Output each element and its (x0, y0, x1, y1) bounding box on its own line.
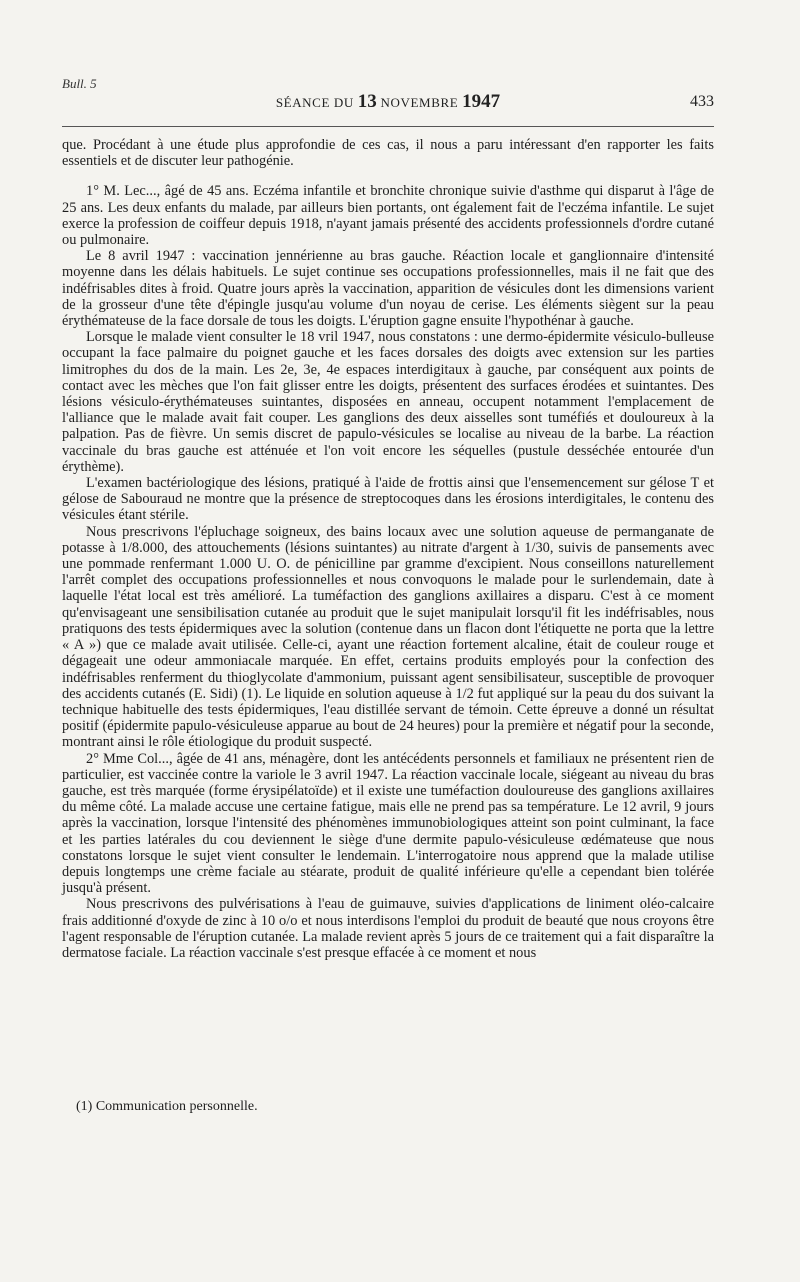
paragraph-treatment-2: Nous prescrivons des pulvérisations à l'eau de guimauve, suivies d'applications de liniment oléo-calcaire frais additionné d'oxyde de zinc à 10 o/o et nous interdisons l'emploi du produit de beauté que nous croyons être l'agent responsable de l'éruption cutanée. La malade revient après 5 jours de ce traitement qui a fait disparaître la dermatose faciale. La réaction vaccinale s'est presque effacée à ce moment et nous (62, 896, 714, 961)
paragraph-consultation: Lorsque le malade vient consulter le 18 vril 1947, nous constatons : une dermo-épidermite vésiculo-bulleuse occupant la face palmaire du poignet gauche et les faces dorsales des doigts avec extension sur les parties limitrophes du dos de la main. Les 2e, 3e, 4e espaces interdigitaux à gauche, par conséquent aux points de contact avec les mèches que l'on fait glisser entre les doigts, présentent des surfaces érodées et suintantes. Des lésions vésiculo-érythémateuses suintantes, disposées en anneau, occupent notamment l'emplacement de l'alliance que le malade avait fait couper. Les ganglions des deux aisselles sont tuméfiés et douloureux à la palpation. Pas de fièvre. Un semis discret de papulo-vésicules se localise au niveau de la barbe. La réaction vaccinale du bras gauche est atténuée et l'on voit encore les séquelles (pustule desséchée entourée d'un érythème). (62, 329, 714, 475)
paragraph-continuation: que. Procédant à une étude plus approfondie de ces cas, il nous a paru intéressant d'en rapporter les faits essentiels et de discuter leur pathogénie. (62, 137, 714, 170)
footnote: (1) Communication personnelle. (76, 1099, 258, 1114)
paragraph-case-1: 1° M. Lec..., âgé de 45 ans. Eczéma infantile et bronchite chronique suivie d'asthme qui disparut à l'âge de 25 ans. Les deux enfants du malade, par ailleurs bien portants, ont également fait de l'eczéma infantile. Le sujet exerce la profession de coiffeur depuis 1918, n'ayant jamais présenté des accidents professionnels d'ordre cutané ou pulmonaire. (62, 183, 714, 249)
session-day: 13 (357, 91, 377, 112)
paragraph-bacteriology: L'examen bactériologique des lésions, pratiqué à l'aide de frottis ainsi que l'ensemencement sur gélose T et gélose de Sabouraud ne montre que la présence de streptocoques dans les érosions interdigitales, le contenu des vésicules étant stérile. (62, 475, 714, 524)
running-head (62, 88, 714, 114)
body-text (62, 137, 714, 961)
bulletin-label: Bull. 5 (62, 76, 97, 91)
paragraph-treatment: Nous prescrivons l'épluchage soigneux, des bains locaux avec une solution aqueuse de permanganate de potasse à 1/8.000, des attouchements (lésions suintantes) au nitrate d'argent à 1/30, suivis de pansements avec une pommade renfermant 1.000 U. O. de pénicilline par gramme d'excipient. Nous conseillons naturellement l'arrêt complet des occupations professionnelles et nous convoquons le malade pour le surlendemain, date à laquelle l'état local est très amélioré. La tuméfaction des ganglions axillaires a disparu. C'est à ce moment qu'envisageant une sensibilisation cutanée au produit que le sujet manipulait lorsqu'il fit les indéfrisables, nous pratiquons des tests épidermiques avec la solution (contenue dans un flacon dont l'étiquette ne porta que la lettre « A ») que ce malade avait utilisée. Celle-ci, ayant une réaction fortement alcaline, était de couleur rouge et dégageait une odeur ammoniacale marquée. En effet, certains produits employés pour la confection des indéfrisables renferment du thioglycolate d'ammonium, puissant agent sensibilisateur, susceptible de provoquer des accidents cutanés (E. Sidi) (1). Le liquide en solution aqueuse à 1/2 fut appliqué sur la peau du dos suivant la technique habituelle des tests épidermiques, l'eau distillée servant de témoin. Cette épreuve a donné un résultat positif (épidermite papulo-vésiculeuse apparue au bout de 24 heures) pour la première et négatif pour la seconde, montrant ainsi le rôle étiologique du produit suspecté. (62, 523, 714, 751)
header-rule (62, 126, 714, 127)
session-title (62, 91, 714, 113)
page-number: 433 (690, 93, 714, 110)
session-month: NOVEMBRE (380, 95, 459, 110)
paragraph-case-2: 2° Mme Col..., âgée de 41 ans, ménagère, dont les antécédents personnels et familiaux ne présentent rien de particulier, est vaccinée contre la variole le 3 avril 1947. La réaction vaccinale locale, siégeant au niveau du bras gauche, est très marquée (forme érysipélatoïde) et il existe une tuméfaction douloureuse des ganglions axillaires du même côté. La malade accuse une certaine fatigue, mais elle ne prend pas sa température. Le 12 avril, 9 jours après la vaccination, lorsque l'intensité des phénomènes immunobiologiques atteint son point culminant, la face et les parties latérales du cou deviennent le siège d'une dermite papulo-vésiculeuse œdémateuse que nous constatons lorsque le sujet vient consulter le lendemain. L'interrogatoire nous apprend que la malade utilise depuis longtemps une crème faciale au stéarate, produit de qualité inférieure qu'elle a cependant bien tolérée jusqu'à présent. (62, 750, 714, 897)
session-year: 1947 (462, 91, 501, 112)
paragraph-vaccination: Le 8 avril 1947 : vaccination jennérienne au bras gauche. Réaction locale et ganglionnaire d'intensité moyenne dans les délais habituels. Le sujet continue ses occupations professionnelles, mais il ne fait que des indéfrisables dites à froid. Quatre jours après la vaccination, apparition de vésicules dont les dimensions varient de la grosseur d'une tête d'épingle jusqu'au volume d'un noyau de cerise. Les éléments siègent sur la peau érythémateuse de la face dorsale de tous les doigts. L'éruption gagne ensuite l'hypothénar à gauche. (62, 248, 714, 330)
session-prefix: SÉANCE DU (275, 95, 354, 110)
